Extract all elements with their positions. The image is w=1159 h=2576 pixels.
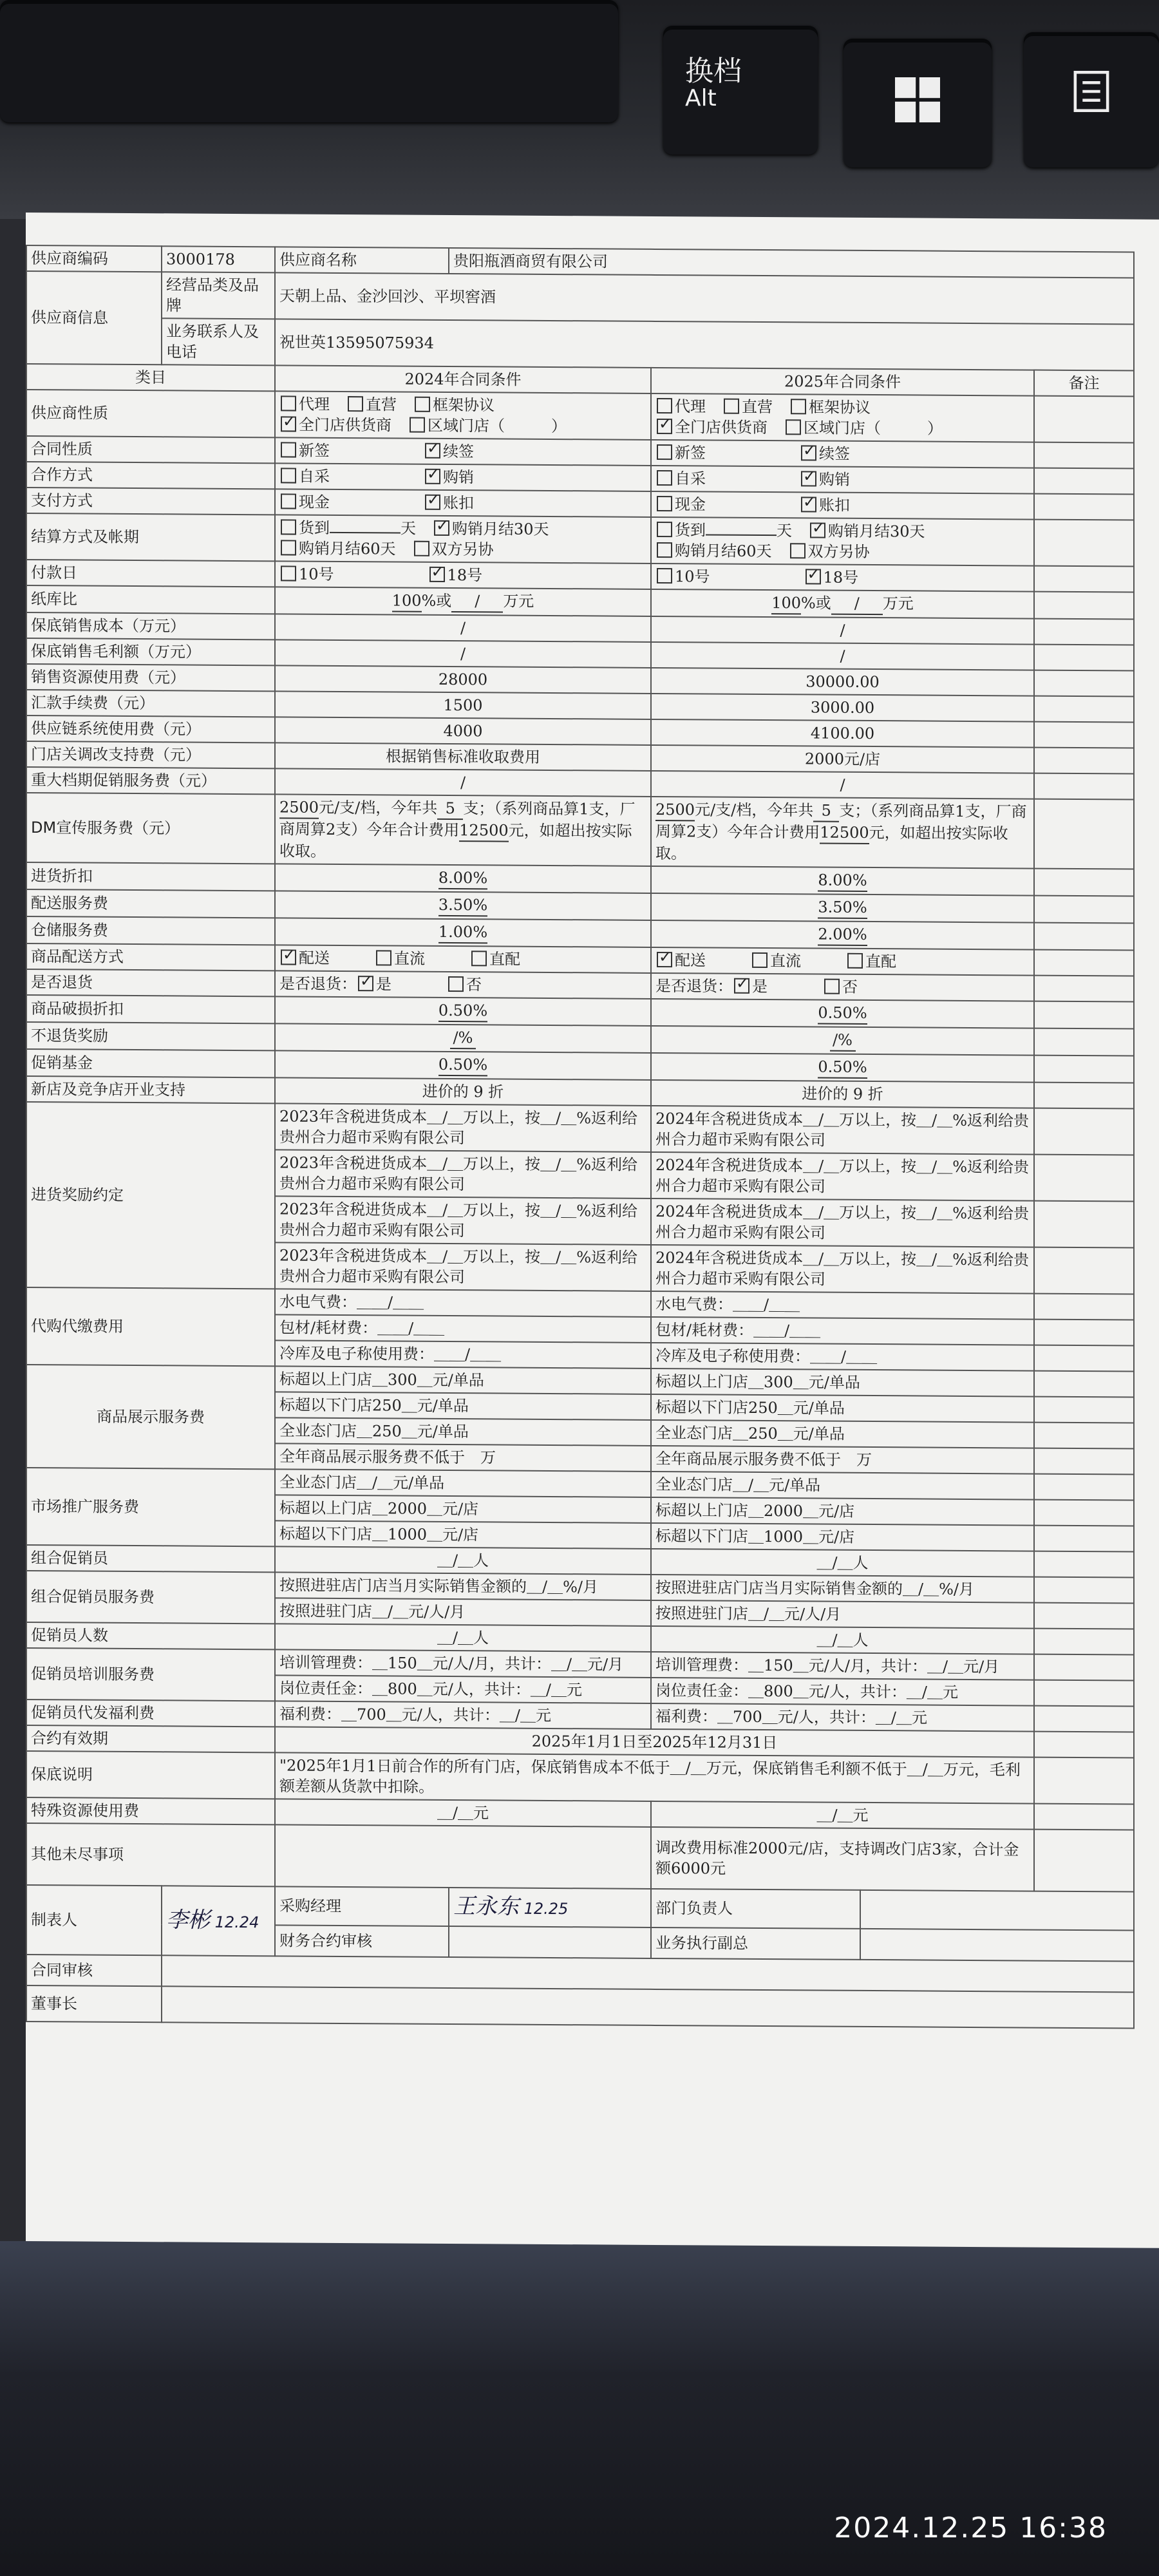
row-label: DM宣传服务费（元）	[26, 793, 275, 864]
row-label: 支付方式	[26, 488, 275, 515]
display-fee-line: 标超以上门店＿300＿元/单品	[651, 1368, 1034, 1397]
row-label: 配送服务费	[26, 889, 275, 918]
checkbox[interactable]	[657, 398, 672, 413]
maker-sign-date: 12.24	[214, 1913, 259, 1931]
checkbox[interactable]	[824, 979, 840, 994]
remarks-cell	[1034, 396, 1134, 443]
agency-fee-line: 冷库及电子称使用费：＿＿/＿＿	[275, 1340, 651, 1368]
remarks-cell	[1034, 1629, 1134, 1655]
remarks-cell	[1034, 1577, 1134, 1604]
table-row: 付款日 10号✓ 18号 10号✓ 18号	[26, 560, 1134, 592]
value-2024: 1.00%	[438, 922, 487, 943]
agency-fee-line: 冷库及电子称使用费：＿＿/＿＿	[651, 1343, 1034, 1371]
dm-fee-2025: 2500元/支/档，今年共 5 支；（系列商品算1支，厂商周算2支）今年合计费用12500元，如超出按实际收取。	[651, 797, 1034, 869]
checkbox[interactable]	[281, 395, 296, 411]
checkbox[interactable]	[657, 542, 672, 558]
remarks-cell	[1034, 468, 1134, 495]
row-label: 业务执行副总	[651, 1927, 860, 1960]
checkbox[interactable]	[281, 493, 296, 509]
row-label: 商品展示服务费	[26, 1365, 275, 1469]
supplier-info-label: 供应商信息	[26, 271, 162, 365]
combo-service-line: 按照进驻门店＿/＿元/人/月	[275, 1598, 651, 1626]
table-row	[26, 1102, 1134, 1155]
checkbox[interactable]	[410, 417, 425, 433]
table-row: 是否退货 是否退货：✓ 是 否 是否退货：✓ 是 否	[26, 969, 1134, 1002]
row-label: 保底说明	[26, 1751, 275, 1799]
supplier-name: 贵阳瓶酒商贸有限公司	[449, 248, 1134, 278]
value-2024: ＿/＿人	[275, 1624, 651, 1652]
remarks-cell	[1034, 520, 1134, 567]
brand-value: 天朝上品、金沙回沙、平坝窖酒	[275, 272, 1134, 324]
display-fee-line: 全年商品展示服务费不低于 万	[651, 1446, 1034, 1474]
checkbox-checked[interactable]	[429, 567, 445, 582]
remarks-cell	[1034, 1001, 1134, 1029]
checkbox[interactable]	[657, 496, 672, 511]
remarks-cell	[1034, 645, 1134, 671]
table-row	[26, 390, 1134, 443]
value-2024: 福利费：＿700＿元/人，共计：＿/＿元	[275, 1701, 651, 1729]
header-2024: 2024年合同条件	[275, 365, 651, 393]
value-2025: /	[651, 642, 1034, 670]
windows-key	[843, 39, 992, 167]
checkbox[interactable]	[281, 565, 296, 581]
checkbox[interactable]	[281, 519, 296, 535]
table-row	[26, 1823, 1134, 1892]
row-label: 组合促销员服务费	[26, 1571, 275, 1624]
display-fee-line: 标超以下门店250＿元/单品	[651, 1394, 1034, 1423]
row-label: 保底销售成本（万元）	[26, 612, 275, 639]
alt-key-top-label: 换档	[685, 55, 742, 88]
value-2025: /	[651, 616, 1034, 645]
checkbox[interactable]	[376, 950, 391, 965]
row-label: 采购经理	[275, 1886, 449, 1926]
checkbox-checked[interactable]	[801, 471, 816, 486]
rebate-2024-line: 2023年含税进货成本＿/＿万以上，按＿/＿%返利给贵州合力超市采购有限公司	[275, 1150, 651, 1198]
signature-cell	[449, 1926, 651, 1958]
remarks-cell	[1034, 1474, 1134, 1501]
purchase-manager-signature-cell	[449, 1888, 651, 1927]
remarks-cell	[1034, 1603, 1134, 1629]
value-2025: 调改费用标准2000元/店，支持调改门店3家，合计金额6000元	[651, 1827, 1034, 1891]
remarks-cell	[1034, 1706, 1134, 1732]
row-label: 纸库比	[26, 585, 275, 614]
value-2024	[275, 1824, 651, 1889]
contact-label: 业务联系人及电话	[162, 318, 275, 365]
training-fee-line: 岗位责任金：＿800＿元/人，共计：＿/＿元	[275, 1675, 651, 1703]
remarks-cell	[1034, 670, 1134, 697]
value-2025: 3000.00	[651, 694, 1034, 722]
remarks-cell	[1034, 566, 1134, 592]
value-2025: 4100.00	[651, 719, 1034, 748]
value-2025: 30000.00	[651, 668, 1034, 696]
value-2024: ＿/＿人	[275, 1546, 651, 1575]
row-label: 保底销售毛利额（万元）	[26, 638, 275, 665]
remarks-cell	[1034, 1732, 1134, 1758]
training-fee-line: 培训管理费：＿150＿元/人/月，共计：＿/＿元/月	[651, 1652, 1034, 1680]
remarks-cell	[1034, 799, 1134, 869]
row-label: 促销基金	[26, 1049, 275, 1077]
remarks-cell	[1034, 1526, 1134, 1552]
row-label: 代购代缴费用	[26, 1287, 275, 1366]
remarks-cell	[1034, 1108, 1134, 1155]
display-fee-line: 标超以下门店250＿元/单品	[275, 1392, 651, 1420]
remarks-cell	[1034, 1056, 1134, 1083]
table-row: 支付方式 现金✓ 账扣 现金✓ 账扣	[26, 488, 1134, 520]
value-2025: 福利费：＿700＿元/人，共计：＿/＿元	[651, 1703, 1034, 1732]
value-2025: 0.50%	[818, 1057, 867, 1079]
remarks-cell	[1034, 923, 1134, 951]
row-label: 市场推广服务费	[26, 1468, 275, 1546]
row-label: 董事长	[26, 1985, 162, 2022]
header-2025: 2025年合同条件	[651, 368, 1034, 396]
row-label: 部门负责人	[651, 1889, 860, 1929]
table-row	[26, 793, 1134, 869]
checkbox[interactable]	[786, 419, 801, 435]
value-2025: 8.00%	[818, 870, 867, 892]
agency-fee-line: 包材/耗材费：＿＿/＿＿	[651, 1317, 1034, 1345]
value-2024: 根据销售标准收取费用	[275, 743, 651, 771]
row-label: 新店及竞争店开业支持	[26, 1076, 275, 1103]
remarks-cell	[1034, 976, 1134, 1002]
checkbox-checked[interactable]	[358, 976, 373, 991]
checkbox[interactable]	[281, 468, 296, 483]
row-label: 制表人	[26, 1885, 162, 1955]
row-label: 进货折扣	[26, 862, 275, 891]
row-label: 门店关调改支持费（元）	[26, 741, 275, 768]
remarks-cell	[1034, 722, 1134, 748]
checkbox[interactable]	[281, 540, 296, 555]
rebate-2024-line: 2023年含税进货成本＿/＿万以上，按＿/＿%返利给贵州合力超市采购有限公司	[275, 1242, 651, 1291]
value-2024: 3.50%	[438, 895, 487, 916]
value-2024: ＿/＿元	[275, 1799, 651, 1827]
market-fee-line: 标超以上门店＿2000＿元/店	[275, 1495, 651, 1523]
remarks-cell	[1034, 1423, 1134, 1449]
table-row	[26, 317, 1134, 371]
market-fee-line: 全业态门店＿/＿元/单品	[275, 1469, 651, 1497]
rebate-2024-line: 2023年含税进货成本＿/＿万以上，按＿/＿%返利给贵州合力超市采购有限公司	[275, 1103, 651, 1152]
row-label: 合作方式	[26, 462, 275, 489]
value-2025: /%	[830, 1030, 856, 1052]
value-2025: 0.50%	[818, 1003, 867, 1025]
checkbox-checked[interactable]	[806, 569, 821, 584]
table-row: 合作方式 自采✓ 购销 自采✓ 购销	[26, 462, 1134, 495]
value-2025: 2.00%	[818, 924, 867, 946]
display-fee-line: 全年商品展示服务费不低于 万	[275, 1443, 651, 1472]
remarks-cell	[1034, 696, 1134, 723]
checkbox[interactable]	[657, 522, 672, 537]
rebate-2024-line: 2023年含税进货成本＿/＿万以上，按＿/＿%返利给贵州合力超市采购有限公司	[275, 1196, 651, 1245]
checkbox[interactable]	[281, 442, 296, 457]
row-label: 重大档期促销服务费（元）	[26, 767, 275, 794]
checkbox[interactable]	[657, 470, 672, 486]
remarks-cell	[1034, 1294, 1134, 1320]
remarks-cell	[1034, 1680, 1134, 1707]
header-category: 类目	[26, 364, 275, 391]
display-fee-line: 全业态门店＿250＿元/单品	[275, 1417, 651, 1446]
checkbox[interactable]	[348, 396, 363, 412]
signature-cell	[860, 1890, 1134, 1931]
value-2025: 3.50%	[818, 897, 867, 919]
value-2025: 2000元/店	[651, 745, 1034, 773]
signature-row	[26, 1885, 1134, 1931]
purchase-manager-sign-date: 12.25	[523, 1899, 569, 1918]
validity-value: 2025年1月1日至2025年12月31日	[275, 1727, 1034, 1757]
keyboard-background	[0, 0, 1159, 219]
checkbox[interactable]	[847, 953, 863, 969]
checkbox[interactable]	[448, 976, 464, 992]
remarks-cell	[1034, 1155, 1134, 1202]
remarks-cell	[1034, 1397, 1134, 1423]
checkbox[interactable]	[752, 952, 768, 968]
market-fee-line: 标超以下门店＿1000＿元/店	[275, 1520, 651, 1549]
row-label: 付款日	[26, 560, 275, 587]
table-row: 结算方式及帐期 货到 天✓ 购销月结30天 购销月结60天 双方另协 货到 天✓ 购销月结30天 购销月结60天 双方另协	[26, 513, 1134, 567]
remarks-cell	[1034, 494, 1134, 520]
checkbox-checked[interactable]	[801, 497, 816, 512]
checkbox-checked[interactable]	[425, 495, 440, 510]
row-label: 合同性质	[26, 436, 275, 463]
value-2025: ＿/＿人	[651, 1626, 1034, 1654]
remarks-cell	[1034, 773, 1134, 800]
market-fee-line: 标超以上门店＿2000＿元/店	[651, 1497, 1034, 1526]
display-fee-line: 全业态门店＿250＿元/单品	[651, 1420, 1034, 1448]
value-2024: 4000	[275, 717, 651, 745]
brand-label: 经营品类及品牌	[162, 272, 275, 319]
supplier-code-label: 供应商编码	[26, 245, 162, 272]
checkbox[interactable]	[415, 397, 430, 412]
keyboard-key	[0, 0, 618, 122]
photo-timestamp: 2024.12.25 16:38	[834, 2512, 1107, 2544]
checkbox-checked[interactable]	[657, 419, 672, 434]
remarks-cell	[1034, 619, 1134, 645]
signature-row	[26, 1985, 1134, 2029]
supplier-name-label: 供应商名称	[275, 247, 449, 274]
market-fee-line: 全业态门店＿/＿元/单品	[651, 1472, 1034, 1500]
table-row: 纸库比 100%或 / 万元 100%或 / 万元	[26, 585, 1134, 620]
value-2024: 0.50%	[438, 1000, 487, 1022]
checkbox-checked[interactable]	[801, 445, 816, 460]
nature-2024: 代理 直营 框架协议 ✓全门店供货商 区域门店（ ）	[275, 391, 651, 440]
table-row	[26, 271, 1134, 325]
remarks-cell	[1034, 896, 1134, 923]
alt-key-bottom-label: Alt	[685, 85, 717, 111]
row-label: 特殊资源使用费	[26, 1797, 275, 1824]
menu-key	[1024, 32, 1159, 167]
table-row: 合同性质 新签✓ 续签 新签✓ 续签	[26, 436, 1134, 469]
training-fee-line: 岗位责任金：＿800＿元/人，共计：＿/＿元	[651, 1678, 1034, 1706]
row-label: 组合促销员	[26, 1545, 275, 1572]
agency-fee-line: 水电气费：＿＿/＿＿	[275, 1289, 651, 1317]
combo-service-line: 按照进驻店门店当月实际销售金额的＿/＿%/月	[275, 1572, 651, 1600]
remarks-cell	[1034, 1804, 1134, 1830]
remarks-cell	[1034, 748, 1134, 774]
combo-service-line: 按照进驻门店＿/＿元/人/月	[651, 1600, 1034, 1629]
signature-cell	[162, 1986, 1134, 2028]
row-label: 供应链系统使用费（元）	[26, 715, 275, 743]
display-fee-line: 标超以上门店＿300＿元/单品	[275, 1366, 651, 1394]
row-label: 其他未尽事项	[26, 1823, 275, 1886]
checkbox[interactable]	[791, 399, 806, 414]
contact-value: 祝世英13595075934	[275, 319, 1134, 370]
agency-fee-line: 水电气费：＿＿/＿＿	[651, 1291, 1034, 1320]
table-row: 商品配送方式 ✓ 配送 直流 直配 ✓ 配送 直流 直配	[26, 943, 1134, 976]
checkbox[interactable]	[790, 543, 806, 558]
value-2024: /%	[450, 1027, 476, 1049]
remarks-cell	[1034, 1500, 1134, 1526]
checkbox[interactable]	[657, 568, 672, 583]
row-label: 销售资源使用费（元）	[26, 664, 275, 691]
rebate-2025-line: 2024年含税进货成本＿/＿万以上，按＿/＿%返利给贵州合力超市采购有限公司	[651, 1106, 1034, 1155]
value-2024: /	[275, 768, 651, 797]
checkbox-checked[interactable]	[281, 949, 296, 965]
rebate-2025-line: 2024年含税进货成本＿/＿万以上，按＿/＿%返利给贵州合力超市采购有限公司	[651, 1152, 1034, 1201]
checkbox-checked[interactable]	[425, 469, 440, 484]
windows-logo-icon	[895, 77, 940, 122]
value-2025: /	[651, 771, 1034, 799]
row-label: 合同审核	[26, 1955, 162, 1986]
remarks-cell	[1034, 1201, 1134, 1248]
row-label: 促销员人数	[26, 1622, 275, 1649]
row-label: 合约有效期	[26, 1725, 275, 1752]
row-label: 财务合约审核	[275, 1925, 449, 1957]
row-label: 供应商性质	[26, 390, 275, 437]
value-2024: /	[275, 639, 651, 668]
value-2024: 0.50%	[438, 1054, 487, 1076]
guarantee-note-value: "2025年1月1日前合作的所有门店，保底销售成本不低于＿/＿万元，保底销售毛利额不低于＿/＿万元，毛利额差额从货款中扣除。	[275, 1752, 1034, 1803]
remarks-cell	[1034, 1448, 1134, 1475]
remarks-cell	[1034, 592, 1134, 620]
agency-fee-line: 包材/耗材费：＿＿/＿＿	[275, 1314, 651, 1343]
row-label: 促销员代发福利费	[26, 1700, 275, 1727]
signature-cell	[860, 1929, 1134, 1962]
remarks-cell	[1034, 1028, 1134, 1056]
checkbox-checked[interactable]	[281, 416, 296, 431]
checkbox-checked[interactable]	[657, 952, 672, 967]
value-2024: 1500	[275, 691, 651, 719]
remarks-cell	[1034, 950, 1134, 976]
row-label: 结算方式及帐期	[26, 513, 275, 561]
maker-signature-cell	[162, 1886, 275, 1956]
remarks-cell	[1034, 1551, 1134, 1578]
supplier-code: 3000178	[162, 246, 275, 272]
checkbox[interactable]	[471, 951, 487, 966]
row-label: 商品配送方式	[26, 943, 275, 971]
row-label: 商品破损折扣	[26, 995, 275, 1023]
remarks-cell	[1034, 1083, 1134, 1109]
checkbox-checked[interactable]	[734, 978, 749, 994]
checkbox-checked[interactable]	[810, 522, 825, 538]
value-2025: ＿/＿元	[651, 1801, 1034, 1830]
remarks-cell	[1034, 1654, 1134, 1681]
row-label: 进货奖励约定	[26, 1102, 275, 1289]
value-2025: 进价的 9 折	[651, 1080, 1034, 1108]
dm-fee-2024: 2500元/支/档，今年共 5 支；（系列商品算1支，厂商周算2支）今年合计费用12500元，如超出按实际收取。	[275, 794, 651, 866]
nature-2025: 代理 直营 框架协议 ✓全门店供货商 区域门店（ ）	[651, 393, 1034, 442]
training-fee-line: 培训管理费：＿150＿元/人/月，共计：＿/＿元/月	[275, 1649, 651, 1678]
combo-service-line: 按照进驻店门店当月实际销售金额的＿/＿%/月	[651, 1575, 1034, 1603]
purchase-manager-signature: 王永东	[453, 1893, 519, 1920]
row-label: 汇款手续费（元）	[26, 690, 275, 717]
rebate-2025-line: 2024年含税进货成本＿/＿万以上，按＿/＿%返利给贵州合力超市采购有限公司	[651, 1245, 1034, 1294]
checkbox[interactable]	[657, 444, 672, 460]
value-2024: 28000	[275, 665, 651, 694]
contract-sheet	[26, 213, 1159, 2248]
checkbox[interactable]	[724, 399, 739, 414]
remarks-cell	[1034, 1371, 1134, 1397]
remarks-cell	[1034, 869, 1134, 896]
rebate-2025-line: 2024年含税进货成本＿/＿万以上，按＿/＿%返利给贵州合力超市采购有限公司	[651, 1198, 1034, 1247]
alt-key	[663, 26, 818, 155]
remarks-cell	[1034, 1247, 1134, 1294]
value-2024: 进价的 9 折	[275, 1077, 651, 1106]
value-2025: ＿/＿人	[651, 1549, 1034, 1577]
row-label: 仓储服务费	[26, 916, 275, 945]
remarks-cell	[1034, 1757, 1134, 1804]
remarks-cell	[1034, 1830, 1134, 1892]
remarks-cell	[1034, 1345, 1134, 1372]
checkbox-checked[interactable]	[425, 443, 440, 459]
row-label: 促销员培训服务费	[26, 1648, 275, 1701]
value-2024: 8.00%	[438, 867, 487, 889]
maker-signature: 李彬	[166, 1906, 210, 1933]
header-remarks: 备注	[1034, 370, 1134, 397]
remarks-cell	[1034, 442, 1134, 469]
value-2024: /	[275, 614, 651, 642]
contract-table	[26, 245, 1135, 2029]
market-fee-line: 标超以下门店＿1000＿元/店	[651, 1523, 1034, 1551]
row-label: 不退货奖励	[26, 1022, 275, 1050]
row-label: 是否退货	[26, 969, 275, 996]
checkbox[interactable]	[414, 541, 429, 556]
checkbox-checked[interactable]	[434, 520, 449, 536]
table-row	[26, 1751, 1134, 1804]
remarks-cell	[1034, 1320, 1134, 1346]
menu-icon	[1073, 71, 1110, 112]
